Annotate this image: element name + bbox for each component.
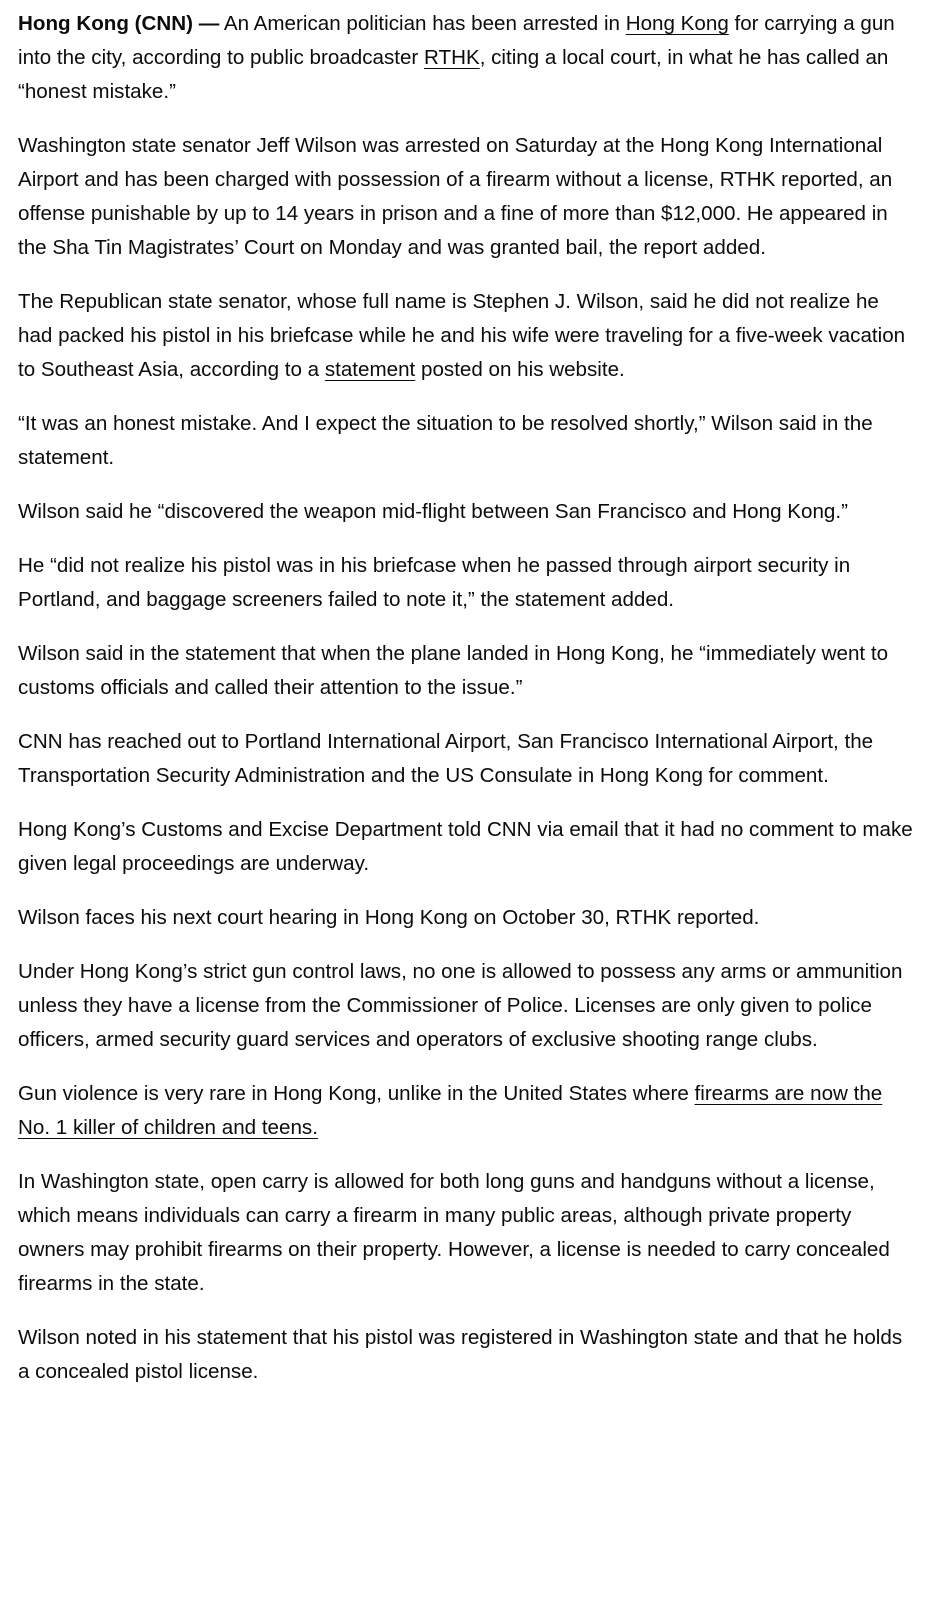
dateline: Hong Kong (CNN) — bbox=[18, 12, 220, 35]
paragraph-13: In Washington state, open carry is allowed for both long guns and handguns without a license, which means individuals can carry a firearm in many public areas, although private property owners may prohibit firearms on their property. However, a license is needed to carry concealed firearms in the state. bbox=[18, 1170, 890, 1295]
paragraph-1 bbox=[18, 7, 916, 109]
paragraph-9: Hong Kong’s Customs and Excise Department told CNN via email that it had no comment to make given legal proceedings are underway. bbox=[18, 818, 913, 875]
link-rthk[interactable]: RTHK bbox=[424, 46, 480, 69]
paragraph-8: CNN has reached out to Portland International Airport, San Francisco International Airport, the Transportation Security Administration and the US Consulate in Hong Kong for comment. bbox=[18, 730, 874, 787]
link-hong-kong[interactable]: Hong Kong bbox=[625, 12, 729, 35]
link-firearms-killer[interactable]: firearms are now the No. 1 killer of children and teens. bbox=[18, 1082, 883, 1139]
paragraph-6: He “did not realize his pistol was in his briefcase when he passed through airport security in Portland, and baggage screeners failed to note it,” the statement added. bbox=[18, 554, 851, 611]
paragraph-10: Wilson faces his next court hearing in Hong Kong on October 30, RTHK reported. bbox=[18, 906, 760, 929]
paragraph-14: Wilson noted in his statement that his pistol was registered in Washington state and that he holds a concealed pistol license. bbox=[18, 1326, 903, 1383]
paragraph-12 bbox=[18, 1077, 916, 1145]
paragraph-4: “It was an honest mistake. And I expect the situation to be resolved shortly,” Wilson said in the statement. bbox=[18, 412, 873, 469]
paragraph-2: Washington state senator Jeff Wilson was arrested on Saturday at the Hong Kong International Airport and has been charged with possession of a firearm without a license, RTHK reported, an offense punishable by up to 14 years in prison and a fine of more than $12,000. He appeared in the Sha Tin Magistrates’ Court on Monday and was granted bail, the report added. bbox=[18, 134, 893, 259]
paragraph-7: Wilson said in the statement that when the plane landed in Hong Kong, he “immediately went to customs officials and called their attention to the issue.” bbox=[18, 642, 889, 699]
paragraph-1-text-b: for carrying a gun into the city, according to public broadcaster bbox=[18, 12, 895, 69]
paragraph-12-text: Gun violence is very rare in Hong Kong, unlike in the United States where bbox=[18, 1082, 695, 1105]
paragraph-11: Under Hong Kong’s strict gun control laws, no one is allowed to possess any arms or ammunition unless they have a license from the Commissioner of Police. Licenses are only given to police officers, armed security guard services and operators of exclusive shooting range clubs. bbox=[18, 960, 903, 1051]
link-statement[interactable]: statement bbox=[324, 358, 416, 381]
paragraph-3-text-a: The Republican state senator, whose full name is Stephen J. Wilson, said he did not realize he had packed his pistol in his briefcase while he and his wife were traveling for a five-week vacation to Southeast Asia, according to a bbox=[18, 290, 906, 381]
paragraph-3-text-b: posted on his website. bbox=[415, 358, 625, 381]
paragraph-1-text-a: An American politician has been arrested in bbox=[219, 12, 626, 35]
paragraph-3 bbox=[18, 285, 916, 387]
paragraph-1-text-c: , citing a local court, in what he has called an “honest mistake.” bbox=[18, 46, 889, 103]
paragraph-5: Wilson said he “discovered the weapon mid-flight between San Francisco and Hong Kong.” bbox=[18, 500, 848, 523]
